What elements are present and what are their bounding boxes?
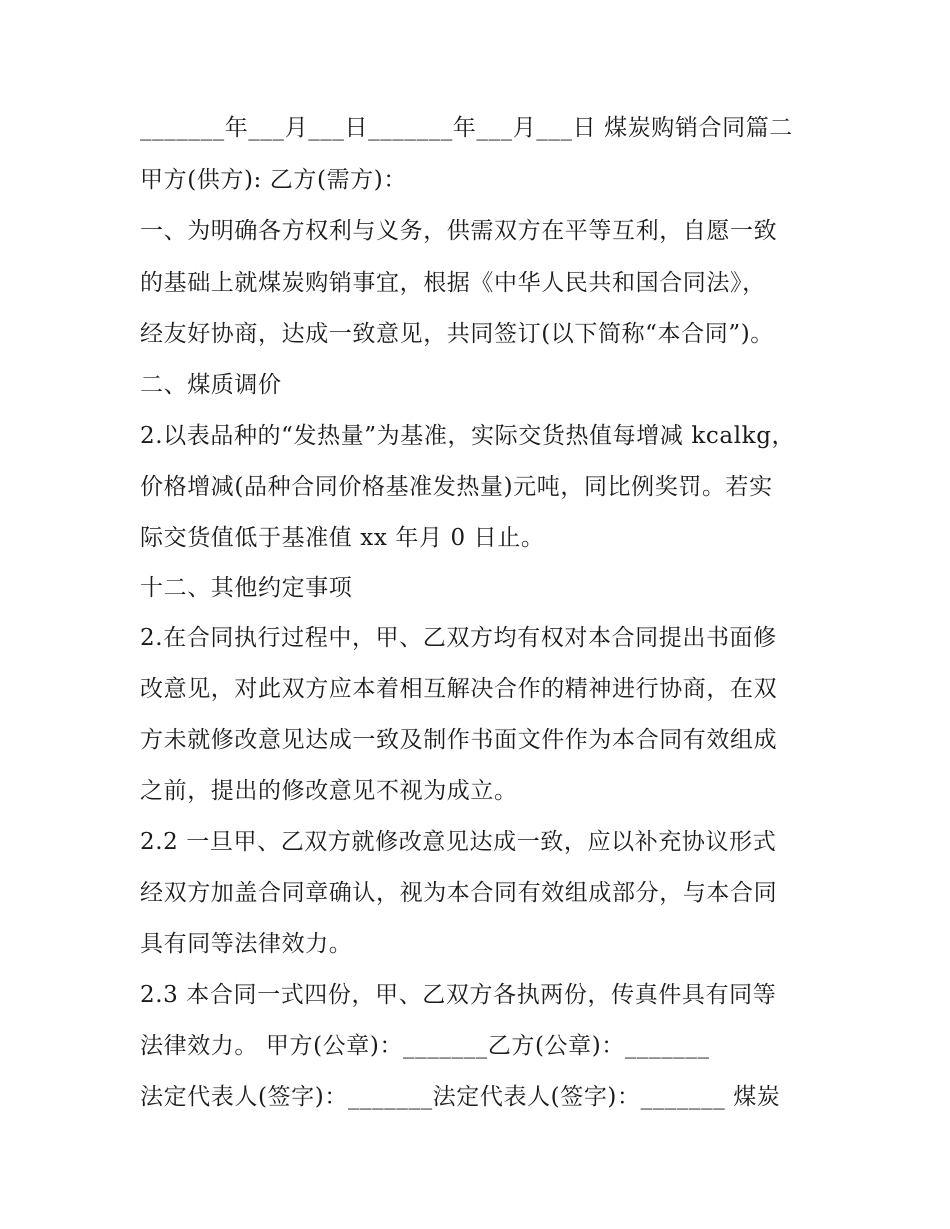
text-line: 之前，提出的修改意见不视为成立。 — [140, 778, 518, 804]
text-line: 甲方(供方): 乙方(需方)： — [140, 167, 407, 193]
text-line: 改意见，对此双方应本着相互解决合作的精神进行协商，在双 — [140, 676, 778, 702]
text-line: 方未就修改意见达成一致及制作书面文件作为本合同有效组成 — [140, 727, 778, 753]
text-line: 际交货值低于基准值 xx 年月 0 日止。 — [140, 525, 545, 551]
text-line: 2.以表品种的“发热量”为基准，实际交货热值每增减 kcalkg， — [140, 423, 796, 449]
text-line: 一、为明确各方权利与义务，供需双方在平等互利，自愿一致 — [140, 218, 778, 244]
section-heading: 十二、其他约定事项 — [140, 575, 353, 601]
text-line: 具有同等法律效力。 — [140, 931, 353, 957]
text-line: 经双方加盖合同章确认，视为本合同有效组成部分，与本合同 — [140, 880, 778, 906]
text-line: 的基础上就煤炭购销事宜，根据《中华人民共和国合同法》， — [140, 270, 766, 296]
text-line: 经友好协商，达成一致意见，共同签订(以下简称“本合同”)。 — [140, 321, 774, 347]
text-line: 2.2 一旦甲、乙双方就修改意见达成一致，应以补充协议形式 — [140, 829, 777, 855]
section-heading: 二、煤质调价 — [140, 372, 282, 398]
text-line: _______年___月___日_______年___月___日 煤炭购销合同篇二 — [140, 115, 793, 141]
text-line: 价格增减(品种合同价格基准发热量)元吨，同比例奖罚。若实 — [140, 474, 773, 500]
text-line: 法定代表人(签字)：_______法定代表人(签字)：_______ 煤炭 — [140, 1084, 781, 1110]
text-line: 2.3 本合同一式四份，甲、乙双方各执两份，传真件具有同等 — [140, 982, 777, 1008]
text-line: 法律效力。 甲方(公章)：_______乙方(公章)：_______ — [140, 1033, 710, 1059]
text-line: 2.在合同执行过程中，甲、乙双方均有权对本合同提出书面修 — [140, 625, 777, 651]
